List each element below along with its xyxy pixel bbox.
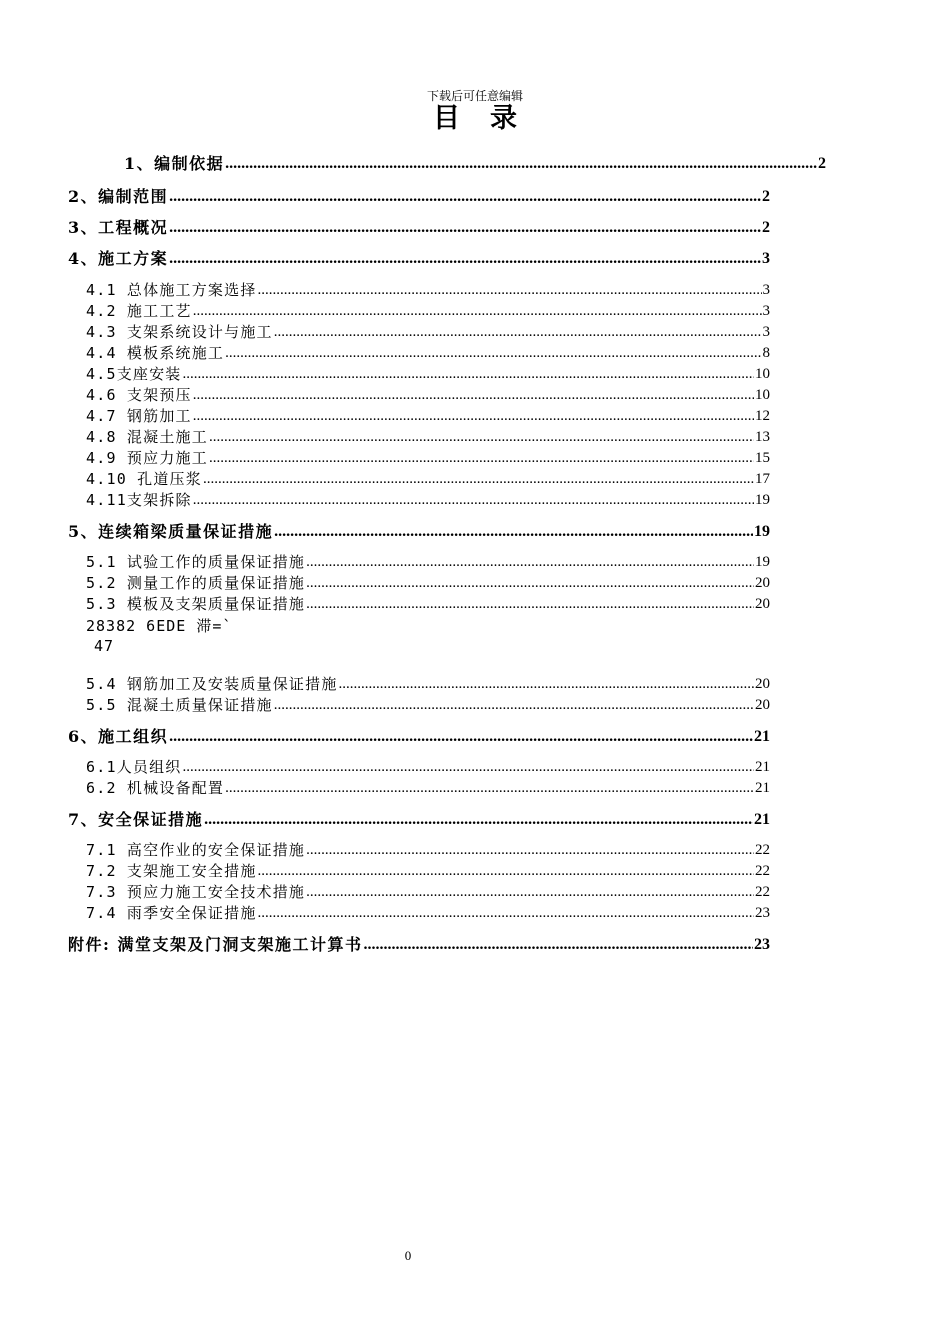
toc-entry-page: 8 bbox=[762, 345, 770, 361]
toc-leader-dots bbox=[306, 595, 754, 614]
toc-entry-2[interactable] bbox=[68, 187, 770, 207]
toc-leader-dots bbox=[169, 249, 761, 269]
toc-entry-label: 4.2 施工工艺 bbox=[86, 302, 192, 320]
toc-leader-dots bbox=[204, 810, 753, 830]
toc-leader-dots bbox=[274, 696, 754, 715]
toc-entry-page: 10 bbox=[755, 387, 770, 403]
toc-leader-dots bbox=[225, 154, 817, 174]
toc-entry-6-2[interactable] bbox=[86, 779, 770, 798]
toc-entry-3[interactable] bbox=[68, 218, 770, 238]
toc-entry-4-7[interactable] bbox=[86, 407, 770, 426]
toc-entry-page: 15 bbox=[755, 450, 770, 466]
toc-entry-page: 21 bbox=[755, 780, 770, 796]
toc-entry-label: 4.6 支架预压 bbox=[86, 386, 192, 404]
toc-entry-6-1[interactable] bbox=[86, 758, 770, 777]
toc-entry-label: 7.4 雨季安全保证措施 bbox=[86, 904, 257, 922]
toc-entry-label: 附件: 满堂支架及门洞支架施工计算书 bbox=[68, 935, 363, 954]
toc-leader-dots bbox=[169, 218, 761, 238]
toc-leader-dots bbox=[169, 187, 761, 207]
toc-entry-5-2[interactable] bbox=[86, 574, 770, 593]
toc-entry-6[interactable] bbox=[68, 727, 770, 747]
toc-entry-page: 23 bbox=[754, 936, 770, 953]
toc-entry-label: 4.11支架拆除 bbox=[86, 491, 192, 509]
toc-entry-label: 6.2 机械设备配置 bbox=[86, 779, 225, 797]
toc-entry-label: 7、安全保证措施 bbox=[68, 810, 204, 829]
toc-entry-page: 17 bbox=[755, 471, 770, 487]
toc-leader-dots bbox=[306, 553, 754, 572]
toc-entry-1[interactable] bbox=[124, 154, 826, 174]
toc-entry-label: 4.8 混凝土施工 bbox=[86, 428, 208, 446]
toc-entry-page: 2 bbox=[762, 188, 770, 205]
toc-entry-4-4[interactable] bbox=[86, 344, 770, 363]
toc-entry-label: 4、施工方案 bbox=[68, 249, 169, 268]
toc-entry-4-9[interactable] bbox=[86, 449, 770, 468]
toc-entry-4-3[interactable] bbox=[86, 323, 770, 342]
toc-entry-page: 20 bbox=[755, 596, 770, 612]
toc-entry-7-3[interactable] bbox=[86, 883, 770, 902]
toc-entry-page: 12 bbox=[755, 408, 770, 424]
stray-text-line-2: 47 bbox=[94, 637, 115, 655]
toc-entry-5-5[interactable] bbox=[86, 696, 770, 715]
toc-leader-dots bbox=[274, 323, 762, 342]
toc-entry-label: 6.1人员组织 bbox=[86, 758, 182, 776]
toc-entry-page: 2 bbox=[762, 219, 770, 236]
toc-leader-dots bbox=[209, 449, 754, 468]
toc-entry-page: 13 bbox=[755, 429, 770, 445]
toc-entry-label: 5、连续箱梁质量保证措施 bbox=[68, 522, 274, 541]
toc-entry-label: 6、施工组织 bbox=[68, 727, 169, 746]
page-title: 目录 bbox=[433, 103, 547, 134]
toc-leader-dots bbox=[225, 779, 754, 798]
toc-leader-dots bbox=[306, 841, 754, 860]
toc-entry-label: 3、工程概况 bbox=[68, 218, 169, 237]
toc-entry-label: 4.10 孔道压浆 bbox=[86, 470, 202, 488]
toc-entry-label: 7.1 高空作业的安全保证措施 bbox=[86, 841, 306, 859]
toc-entry-4[interactable] bbox=[68, 249, 770, 269]
toc-entry-4-1[interactable] bbox=[86, 281, 770, 300]
toc-leader-dots bbox=[274, 522, 753, 542]
toc-entry-page: 22 bbox=[755, 863, 770, 879]
toc-leader-dots bbox=[183, 365, 755, 384]
toc-entry-page: 20 bbox=[755, 676, 770, 692]
toc-entry-page: 3 bbox=[762, 324, 770, 340]
toc-entry-label: 7.2 支架施工安全措施 bbox=[86, 862, 257, 880]
toc-entry-5[interactable] bbox=[68, 522, 770, 542]
toc-leader-dots bbox=[193, 302, 762, 321]
toc-entry-7-4[interactable] bbox=[86, 904, 770, 923]
toc-entry-page: 19 bbox=[755, 554, 770, 570]
toc-entry-label: 4.3 支架系统设计与施工 bbox=[86, 323, 273, 341]
toc-leader-dots bbox=[183, 758, 755, 777]
toc-entry-7-1[interactable] bbox=[86, 841, 770, 860]
toc-entry-page: 20 bbox=[755, 575, 770, 591]
toc-entry-page: 22 bbox=[755, 842, 770, 858]
toc-entry-page: 2 bbox=[818, 155, 826, 172]
toc-entry-label: 5.2 测量工作的质量保证措施 bbox=[86, 574, 306, 592]
toc-leader-dots bbox=[203, 470, 754, 489]
toc-entry-page: 19 bbox=[754, 523, 770, 540]
toc-leader-dots bbox=[225, 344, 761, 363]
toc-entry-label: 5.5 混凝土质量保证措施 bbox=[86, 696, 273, 714]
toc-entry-label: 5.1 试验工作的质量保证措施 bbox=[86, 553, 306, 571]
toc-leader-dots bbox=[258, 904, 754, 923]
header-note: 下载后可任意编辑 bbox=[426, 89, 523, 103]
toc-entry-page: 21 bbox=[754, 811, 770, 828]
toc-entry-label: 4.7 钢筋加工 bbox=[86, 407, 192, 425]
stray-text-line-1: 28382 6EDE 滞=` bbox=[86, 617, 233, 635]
toc-entry-label: 5.3 模板及支架质量保证措施 bbox=[86, 595, 306, 613]
toc-entry-label: 7.3 预应力施工安全技术措施 bbox=[86, 883, 306, 901]
toc-entry-page: 21 bbox=[755, 759, 770, 775]
toc-entry-page: 10 bbox=[755, 366, 770, 382]
toc-leader-dots bbox=[363, 935, 753, 955]
toc-entry-label: 5.4 钢筋加工及安装质量保证措施 bbox=[86, 675, 338, 693]
footer-page-number: 0 bbox=[404, 1248, 412, 1263]
toc-leader-dots bbox=[258, 862, 754, 881]
toc-entry-label: 1、编制依据 bbox=[124, 154, 225, 173]
toc-leader-dots bbox=[306, 574, 754, 593]
toc-entry-4-6[interactable] bbox=[86, 386, 770, 405]
toc-leader-dots bbox=[193, 407, 754, 426]
toc-leader-dots bbox=[258, 281, 762, 300]
toc-entry-label: 2、编制范围 bbox=[68, 187, 169, 206]
toc-entry-7[interactable] bbox=[68, 810, 770, 830]
toc-leader-dots bbox=[339, 675, 754, 694]
toc-leader-dots bbox=[306, 883, 754, 902]
toc-entry-4-5[interactable] bbox=[86, 365, 770, 384]
toc-entry-page: 3 bbox=[762, 303, 770, 319]
toc-entry-page: 22 bbox=[755, 884, 770, 900]
toc-leader-dots bbox=[209, 428, 754, 447]
toc-leader-dots bbox=[193, 491, 754, 510]
toc-entry-5-4[interactable] bbox=[86, 675, 770, 694]
toc-entry-4-10[interactable] bbox=[86, 470, 770, 489]
toc-entry-4-11[interactable] bbox=[86, 491, 770, 510]
toc-entry-7-2[interactable] bbox=[86, 862, 770, 881]
toc-entry-page: 20 bbox=[755, 697, 770, 713]
toc-leader-dots bbox=[193, 386, 754, 405]
toc-entry-label: 4.1 总体施工方案选择 bbox=[86, 281, 257, 299]
toc-entry-page: 19 bbox=[755, 492, 770, 508]
toc-entry-5-1[interactable] bbox=[86, 553, 770, 572]
toc-leader-dots bbox=[169, 727, 753, 747]
toc-entry-page: 21 bbox=[754, 728, 770, 745]
toc-entry-page: 3 bbox=[762, 250, 770, 267]
toc-entry-label: 4.9 预应力施工 bbox=[86, 449, 208, 467]
toc-entry-page: 23 bbox=[755, 905, 770, 921]
toc-entry-label: 4.4 模板系统施工 bbox=[86, 344, 225, 362]
toc-entry-page: 3 bbox=[762, 282, 770, 298]
toc-entry-4-8[interactable] bbox=[86, 428, 770, 447]
toc-entry-5-3[interactable] bbox=[86, 595, 770, 614]
toc-entry-4-2[interactable] bbox=[86, 302, 770, 321]
toc-entry-label: 4.5支座安装 bbox=[86, 365, 182, 383]
toc-entry-appendix[interactable] bbox=[68, 935, 770, 955]
